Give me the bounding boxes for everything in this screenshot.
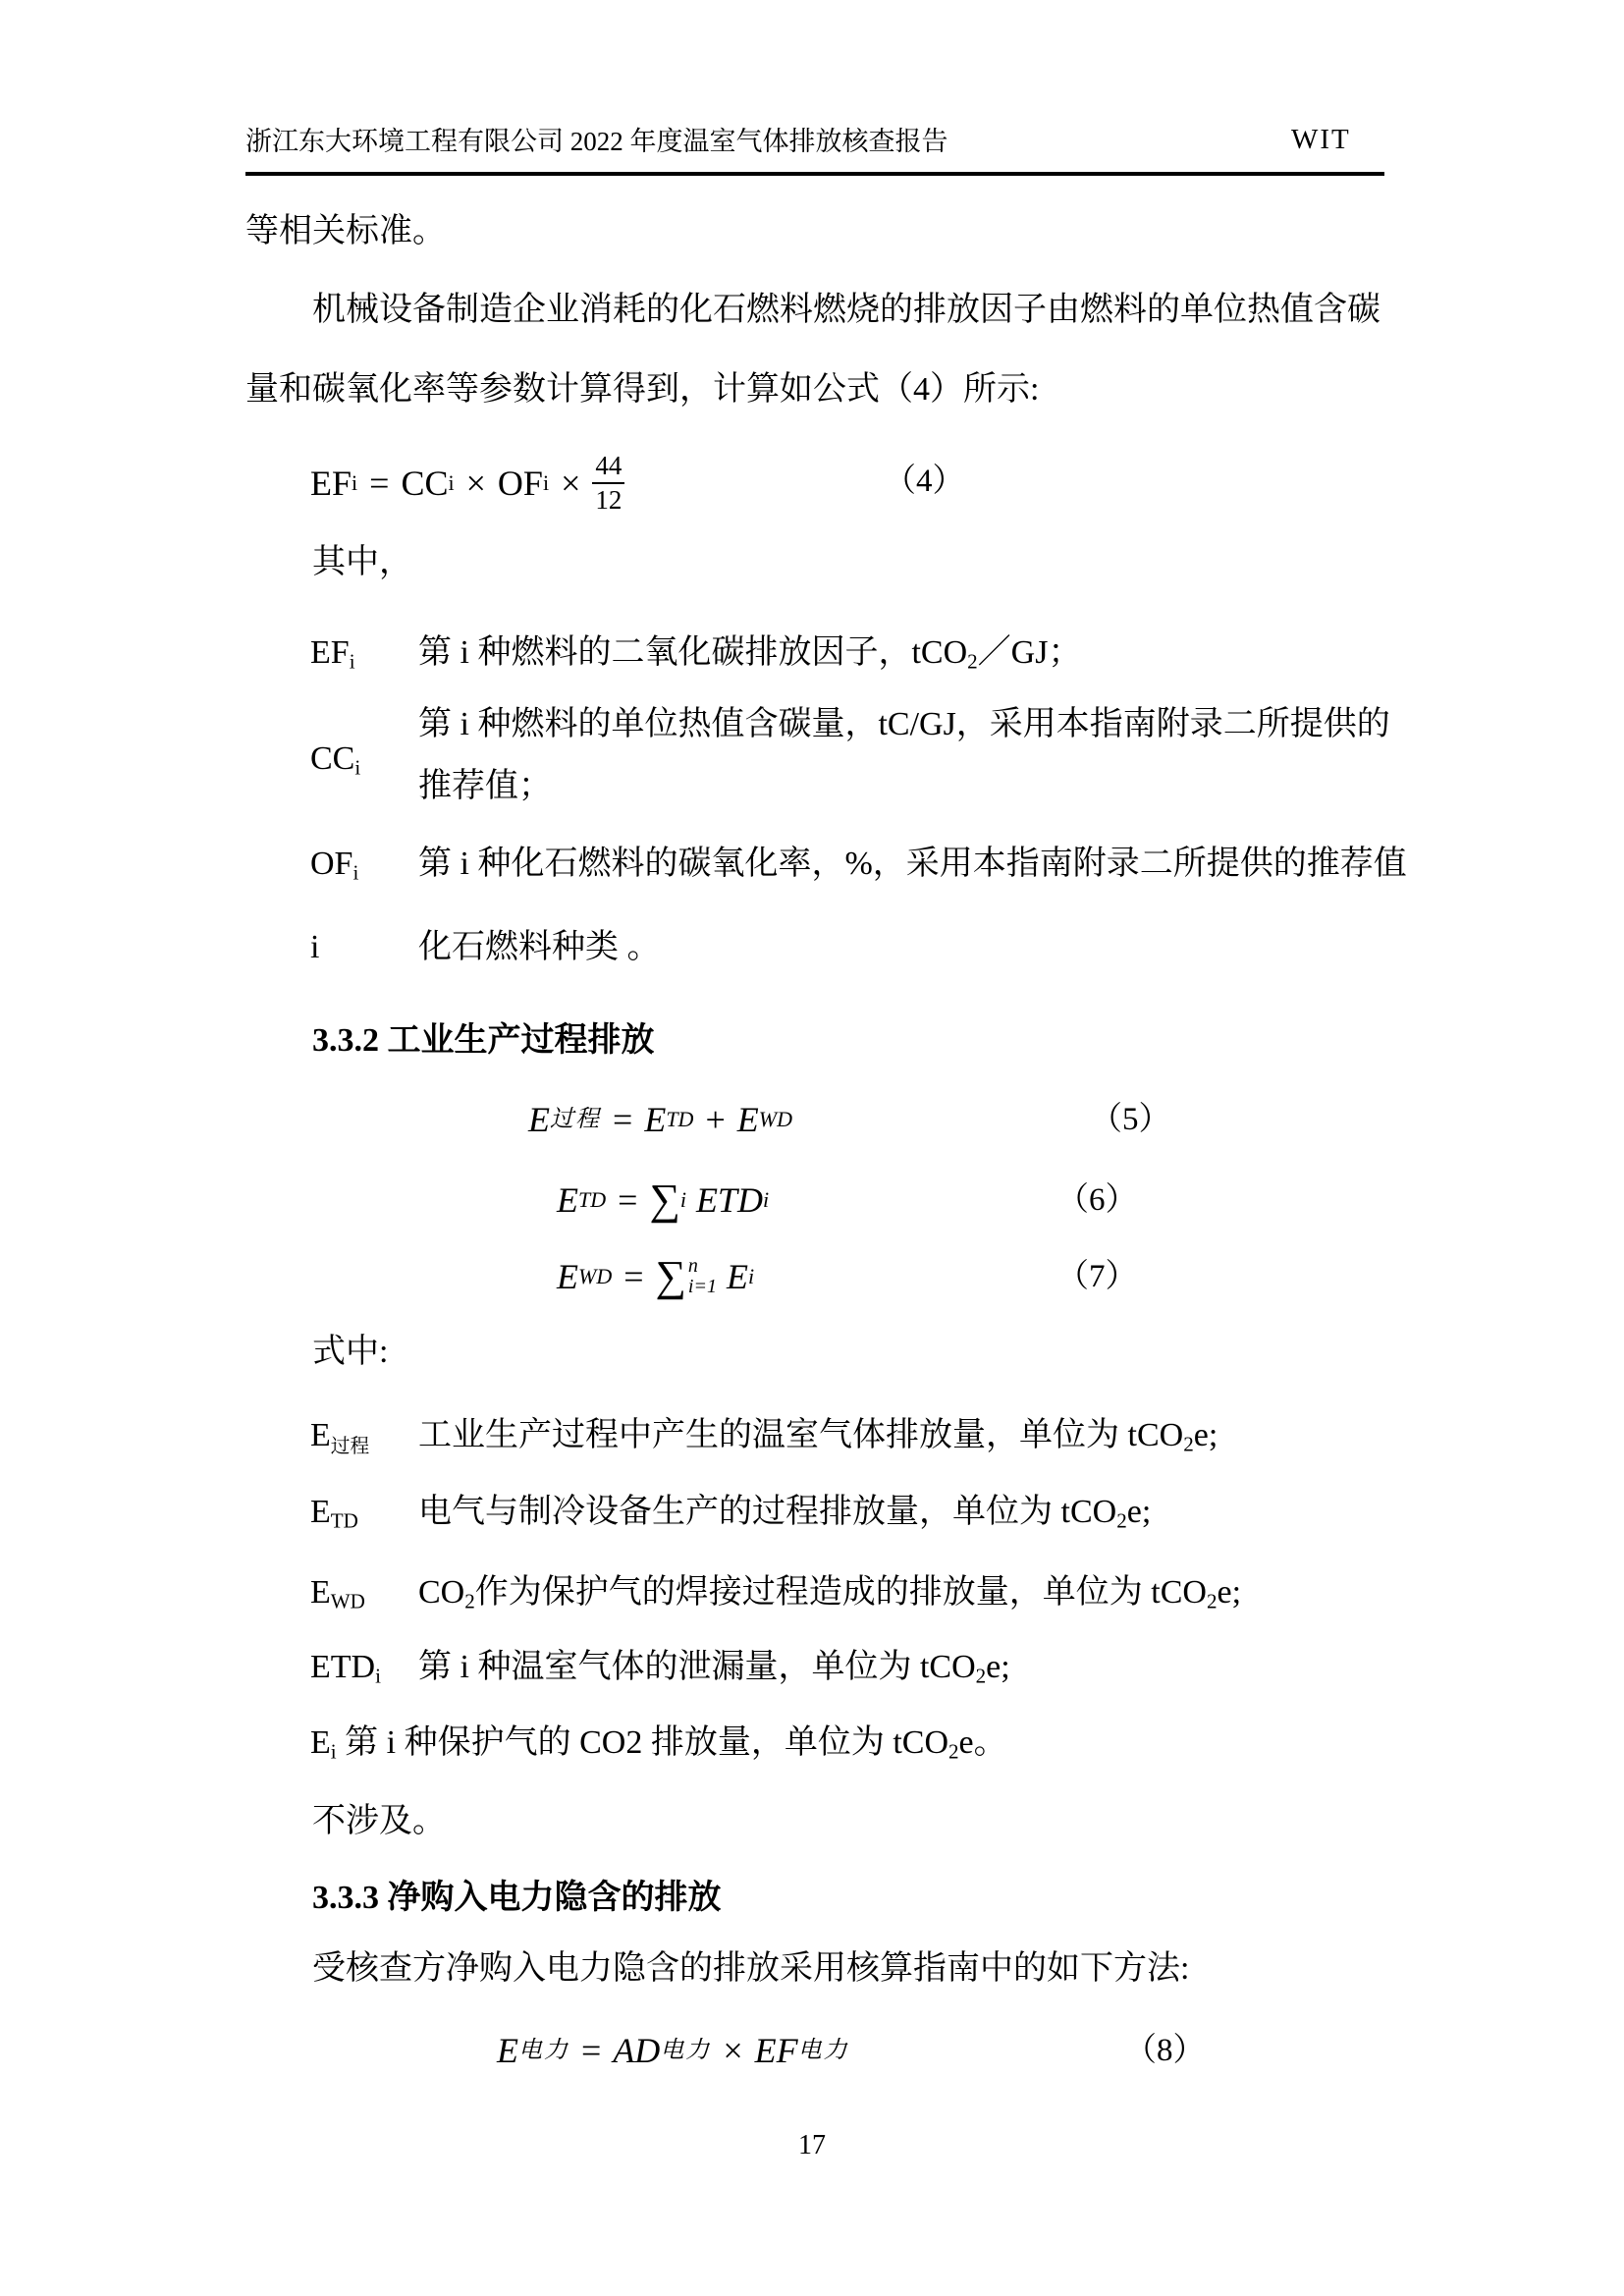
formula-7-number: （7） [1056, 1259, 1138, 1294]
definition-efi [310, 631, 1081, 675]
formula-4-number: （4） [884, 464, 965, 499]
definition-etd [310, 1491, 1151, 1534]
definition-ei: $E_i$ 第 i 种保护气的 CO2 排放量，单位为 tCO$_2$e。 [310, 1724, 1007, 1764]
equals-sign: = [613, 1100, 633, 1139]
paragraph-electricity-method: 受核查方净购入电力隐含的排放采用核算指南中的如下方法: [312, 1950, 1190, 1987]
subscript: 2 [1116, 1508, 1127, 1533]
equals-sign: = [369, 464, 390, 503]
formula-6-number: （6） [1056, 1182, 1138, 1218]
equals-sign: = [581, 2031, 602, 2070]
subscript: WD [330, 1589, 365, 1613]
definition-text: 化石燃料种类 。 [418, 929, 661, 965]
plus-sign: + [705, 1100, 726, 1139]
definition-symbol: $OF_i$ [310, 846, 359, 885]
formula-8-number: （8） [1124, 2033, 1206, 2068]
formula-term: OF [497, 464, 543, 503]
definition-text: $CO_2$作为保护气的焊接过程造成的排放量，单位为 tCO$_2$e; [418, 1574, 1242, 1613]
sum-lower-limit: i=1 [687, 1276, 717, 1297]
formula-term: E [644, 1100, 667, 1139]
definition-text: 工业生产过程中产生的温室气体排放量，单位为 tCO$_2$e; [418, 1417, 1218, 1456]
paragraph-related-standards: 等相关标准。 [245, 213, 446, 249]
formula-term: ETD [695, 1180, 763, 1220]
paragraph-not-involved: 不涉及。 [312, 1803, 446, 1839]
formula-term: E [736, 1100, 759, 1139]
definition-etdi [310, 1646, 1010, 1689]
formula-term: E [557, 1180, 578, 1220]
formula-6: E TD = ∑ i ETD i [557, 1175, 770, 1224]
definition-e-process [310, 1414, 1218, 1457]
times-sign: × [465, 464, 486, 503]
subscript: 电力 [797, 2038, 849, 2063]
formula-term: E [726, 1257, 748, 1296]
subscript: i [330, 1739, 337, 1764]
formula-term: AD [613, 2031, 661, 2070]
formula-5: E 过程 = E TD + E WD [528, 1100, 792, 1139]
definition-text: 第 i 种保护气的 CO2 排放量，单位为 tCO$_2$e。 [345, 1724, 1007, 1764]
definition-ewd [310, 1571, 1241, 1614]
subscript: i [349, 649, 355, 674]
formula-term: CC [401, 464, 449, 503]
formula-5-number: （5） [1090, 1102, 1171, 1137]
definition-text: 第 i 种温室气体的泄漏量，单位为 tCO$_2$e; [418, 1649, 1010, 1688]
header-mark: WIT [1291, 124, 1351, 155]
section-heading-333: 3.3.3 净购入电力隐含的排放 [312, 1880, 722, 1916]
sum-limits [688, 1256, 717, 1297]
paragraph-fuel-factor-line2: 量和碳氧化率等参数计算得到，计算如公式（4）所示: [245, 371, 1040, 408]
definition-symbol: $ETD_i$ [310, 1649, 381, 1688]
fraction-denominator: 12 [595, 485, 623, 515]
definition-i [310, 926, 661, 969]
subscript: i [352, 860, 359, 885]
equals-sign: = [623, 1257, 644, 1296]
subscript: 2 [975, 1664, 987, 1688]
paragraph-formula-intro: 式中: [312, 1334, 389, 1370]
times-sign: × [723, 2031, 743, 2070]
header-rule [245, 172, 1384, 176]
definition-text: 第 i 种化石燃料的碳氧化率，%，采用本指南附录二所提供的推荐值 [418, 846, 1407, 882]
subscript: 2 [464, 1589, 475, 1613]
definition-symbol: $E_{TD}$ [310, 1494, 358, 1533]
fraction [592, 451, 624, 516]
section-heading-332: 3.3.2 工业生产过程排放 [312, 1022, 655, 1059]
definition-symbol: $EF_i$ [310, 634, 355, 674]
subscript: 电力 [660, 2038, 712, 2063]
paragraph-among: 其中， [312, 544, 412, 580]
formula-term: EF [754, 2031, 798, 2070]
formula-8 [497, 2025, 849, 2076]
subscript: 2 [967, 649, 978, 674]
header-title: 浙江东大环境工程有限公司 2022 年度温室气体排放核查报告 [245, 127, 948, 156]
definition-cci-line2: 推荐值； [418, 768, 552, 804]
subscript: 2 [1183, 1432, 1194, 1456]
definition-cci-symbol: $CC_i$ [310, 740, 361, 780]
formula-4: EF i = CC i × OF i × $\frac{44}{12}$ [310, 448, 624, 519]
paragraph-fuel-factor-line1: 机械设备制造企业消耗的化石燃料燃烧的排放因子由燃料的单位热值含碳 [312, 292, 1380, 328]
subscript: 过程 [330, 1435, 370, 1457]
sum-upper-limit: n [687, 1255, 698, 1277]
times-sign: × [561, 464, 581, 503]
formula-7: E WD = ∑ n i=1 E i [557, 1252, 755, 1300]
subscript: 电力 [518, 2038, 569, 2063]
definition-symbol: $E_{过程}$ [310, 1417, 370, 1457]
formula-term: E [497, 2031, 518, 2070]
definition-text: 第 i 种燃料的二氧化碳排放因子，tCO$_2$／GJ； [418, 634, 1082, 674]
definition-symbol: i [310, 929, 320, 965]
equals-sign: = [618, 1180, 638, 1220]
subscript: i [375, 1664, 381, 1688]
definition-symbol: $E_{WD}$ [310, 1574, 365, 1613]
subscript: 2 [948, 1739, 959, 1764]
formula-term: E [528, 1100, 550, 1139]
page-number: 17 [798, 2130, 826, 2160]
fraction-numerator: 44 [592, 451, 624, 484]
formula-term: EF [310, 464, 352, 503]
subscript: 过程 [550, 1107, 601, 1132]
definition-ofi [310, 843, 1407, 886]
subscript: 2 [1206, 1589, 1218, 1613]
definition-text: 电气与制冷设备生产的过程排放量，单位为 tCO$_2$e; [418, 1494, 1152, 1533]
formula-term: E [557, 1257, 578, 1296]
definition-cci-line1: 第 i 种燃料的单位热值含碳量，tC/GJ，采用本指南附录二所提供的 [418, 706, 1390, 742]
subscript: i [354, 755, 361, 780]
subscript: TD [330, 1508, 358, 1533]
